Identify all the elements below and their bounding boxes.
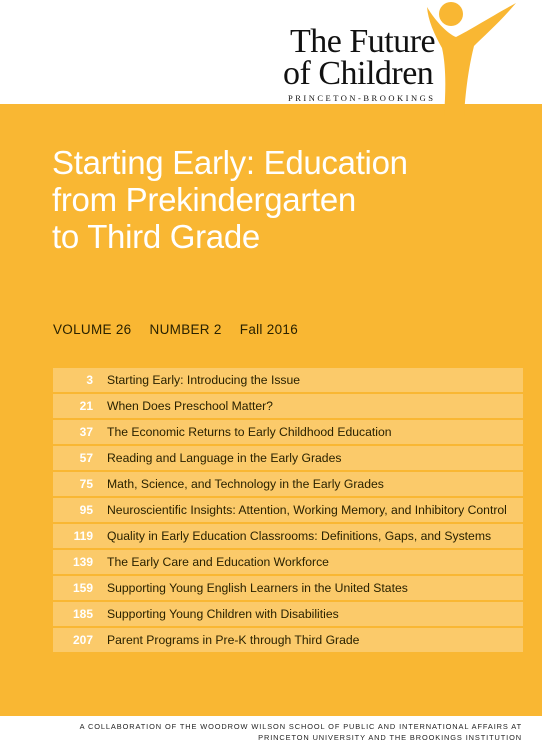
logo-subtitle: PRINCETON-BROOKINGS — [288, 93, 436, 103]
footer-line: PRINCETON UNIVERSITY AND THE BROOKINGS INSTITUTION — [258, 733, 522, 742]
toc-page-number: 95 — [79, 503, 93, 517]
toc-item[interactable] — [53, 394, 523, 418]
toc-page-number: 3 — [86, 373, 93, 387]
toc-title: Quality in Early Education Classrooms: Definitions, Gaps, and Systems — [107, 529, 492, 543]
toc-page-number: 159 — [72, 581, 93, 595]
volume-label: VOLUME 26 — [53, 322, 132, 337]
footer-text — [80, 721, 522, 743]
toc-page-number: 37 — [79, 425, 93, 439]
toc-item[interactable] — [53, 524, 523, 548]
cover-title — [52, 144, 522, 255]
logo-title-line2: of Children — [283, 55, 434, 92]
number-label: NUMBER 2 — [149, 322, 222, 337]
toc-item[interactable] — [53, 368, 523, 392]
toc-page-number: 21 — [79, 399, 93, 413]
toc-page-number: 139 — [72, 555, 93, 569]
logo-title-line1: The Future — [290, 23, 436, 60]
toc-title: Neuroscientific Insights: Attention, Working Memory, and Inhibitory Control — [107, 503, 507, 517]
toc-page-number: 75 — [79, 477, 93, 491]
table-of-contents — [53, 368, 523, 654]
toc-title: The Economic Returns to Early Childhood Education — [107, 425, 392, 439]
toc-title: Supporting Young Children with Disabilities — [107, 607, 339, 621]
footer — [0, 716, 542, 750]
toc-title: Reading and Language in the Early Grades — [107, 451, 342, 465]
season-label: Fall 2016 — [239, 322, 299, 337]
toc-item[interactable] — [53, 472, 523, 496]
toc-item[interactable] — [53, 602, 523, 626]
toc-item[interactable] — [53, 420, 523, 444]
cover-title-line: Starting Early: Education — [52, 144, 408, 181]
toc-page-number: 57 — [79, 451, 93, 465]
person-arms-raised-icon — [0, 0, 542, 120]
cover-title-line: to Third Grade — [52, 218, 260, 255]
toc-title: Math, Science, and Technology in the Early Grades — [107, 477, 384, 491]
toc-title: Starting Early: Introducing the Issue — [107, 373, 301, 387]
toc-page-number: 119 — [73, 529, 93, 543]
toc-item[interactable] — [53, 446, 523, 470]
toc-page-number: 185 — [72, 607, 93, 621]
toc-item[interactable] — [53, 498, 523, 522]
footer-line: A COLLABORATION OF THE WOODROW WILSON SCHOOL OF PUBLIC AND INTERNATIONAL AFFAIRS AT — [79, 722, 522, 731]
toc-title: Supporting Young English Learners in the United States — [107, 581, 408, 595]
toc-title: When Does Preschool Matter? — [107, 399, 273, 413]
toc-page-number: 207 — [72, 633, 93, 647]
toc-title: Parent Programs in Pre-K through Third Grade — [107, 633, 360, 647]
toc-title: The Early Care and Education Workforce — [107, 555, 329, 569]
toc-item[interactable] — [53, 628, 523, 652]
toc-item[interactable] — [53, 550, 523, 574]
toc-item[interactable] — [53, 576, 523, 600]
issue-info — [53, 322, 312, 337]
cover-title-line: from Prekindergarten — [52, 181, 356, 218]
